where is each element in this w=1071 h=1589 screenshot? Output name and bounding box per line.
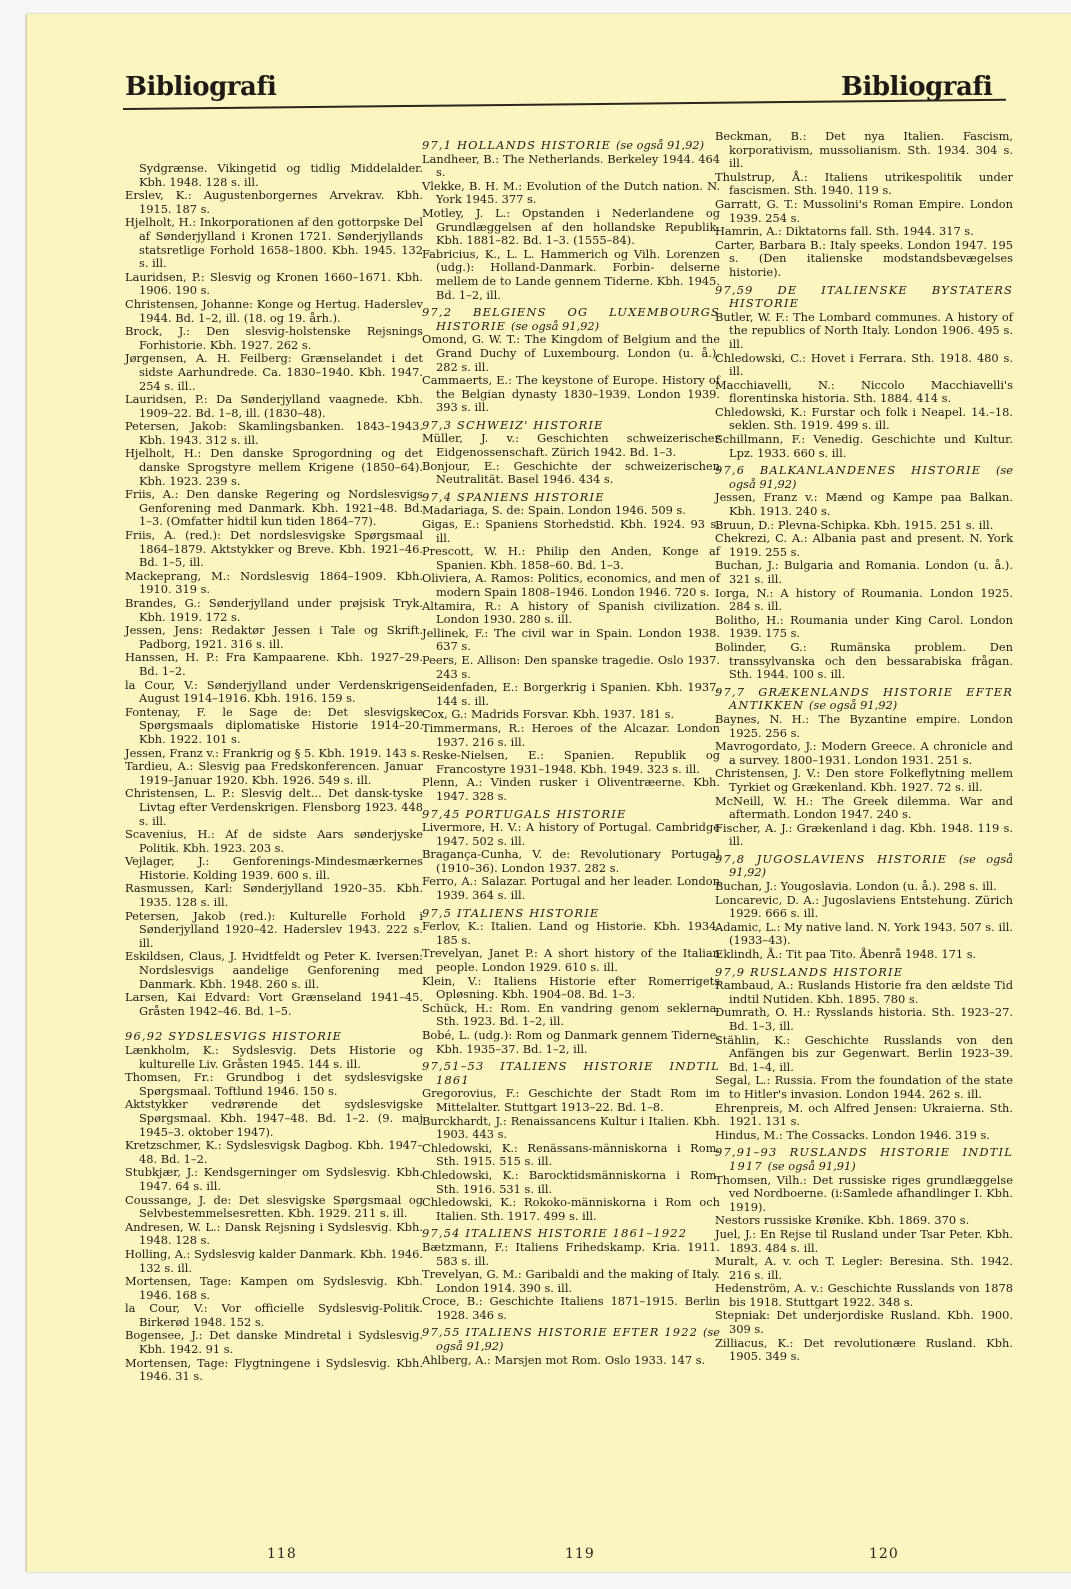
bibliography-entry: Stubkjær, J.: Kendsgerninger om Sydslesvig. Kbh. 1947. 64 s. ill. [125,1165,423,1193]
column-page-120 [715,130,1013,1364]
cross-reference: (se også 91,92) [615,138,705,152]
section-title: 97,55 ITALIENS HISTORIE EFTER 1922 [422,1325,699,1340]
bibliography-entry: Bragança-Cunha, V. de: Revolutionary Portugal (1910–36). London 1937. 282 s. [422,847,720,875]
bibliography-entry: Cox, G.: Madrids Forsvar. Kbh. 1937. 181 s. [422,707,675,722]
bibliography-entry: Chekrezi, C. A.: Albania past and present. N. York 1919. 255 s. [715,531,1013,559]
running-header-right: Bibliografi [841,72,993,102]
bibliography-entry: Jessen, Franz v.: Frankrig og § 5. Kbh. 1919. 143 s. [125,745,420,760]
bibliography-entry: Prescott, W. H.: Philip den Anden, Konge af Spanien. Kbh. 1858–60. Bd. 1–3. [422,544,720,572]
bibliography-entry: Eklindh, Å.: Tit paa Tito. Åbenrå 1948. 171 s. [715,947,977,962]
bibliography-entry: Ferlov, K.: Italien. Land og Historie. Kbh. 1934. 185 s. [422,919,720,947]
bibliography-entry: Friis, A.: Den danske Regering og Nordslesvigs Genforening med Danmark. Kbh. 1921–48. Bd. 1–3. (Omfatter hidtil kun tiden 1864–77). [125,487,423,529]
section-title: 97,59 DE ITALIENSKE BYSTATERS HISTORIE [715,282,1013,311]
bibliography-entry: Bogensee, J.: Det danske Mindretal i Sydslesvig. Kbh. 1942. 91 s. [125,1328,423,1357]
bibliography-entry: Tardieu, A.: Slesvig paa Fredskonferencen. Januar 1919–Januar 1920. Kbh. 1926. 549 s. ill. [125,759,423,787]
bibliography-entry: Plenn, A.: Vinden rusker i Oliventræerne. Kbh. 1947. 328 s. [422,775,720,803]
bibliography-entry: Garratt, G. T.: Mussolini's Roman Empire. London 1939. 254 s. [715,196,1013,225]
bibliography-entry: Zilliacus, K.: Det revolutionære Rusland. Kbh. 1905. 349 s. [715,1335,1013,1364]
bibliography-entry: Hanssen, H. P.: Fra Kampaarene. Kbh. 1927–29. Bd. 1–2. [125,650,423,678]
bibliography-entry: Mortensen, Tage: Flygtningene i Sydslesvig. Kbh. 1946. 31 s. [125,1355,423,1384]
section-title: 97,91–93 RUSLANDS HISTORIE INDTIL 1917 [715,1145,1013,1173]
bibliography-entry: Erslev, K.: Augustenborgernes Arvekrav. Kbh. 1915. 187 s. [125,188,423,216]
bibliography-entry: Gregorovius, F.: Geschichte der Stadt Rom im Mittelalter. Stuttgart 1913–22. Bd. 1–8. [422,1086,720,1114]
bibliography-entry: Christensen, Johanne: Konge og Hertug. Haderslev 1944. Bd. 1–2, ill. (18. og 19. årh.). [125,296,423,325]
bibliography-entry: Madariaga, S. de: Spain. London 1946. 509 s. [422,503,686,518]
bibliography-entry: Holling, A.: Sydslesvig kalder Danmark. Kbh. 1946. 132 s. ill. [125,1246,423,1275]
bibliography-entry: Dumrath, O. H.: Rysslands historia. Sth. 1923–27. Bd. 1–3, ill. [715,1005,1013,1033]
section-title: 97,3 SCHWEIZ' HISTORIE [422,417,604,432]
cross-reference: (se også 91,92) [809,698,898,713]
bibliography-entry: Bætzmann, F.: Italiens Frihedskamp. Kria. 1911. 583 s. ill. [422,1239,720,1268]
bibliography-entry: Petersen, Jakob: Skamlingsbanken. 1843–1943. Kbh. 1943. 312 s. ill. [125,419,423,447]
section-title: 97,9 RUSLANDS HISTORIE [715,964,904,979]
bibliography-entry: Reske-Nielsen, E.: Spanien. Republik og Francostyre 1931–1948. Kbh. 1949. 323 s. ill. [422,748,720,776]
bibliography-entry: Müller, J. v.: Geschichten schweizerischer Eidgenossenschaft. Zürich 1942. Bd. 1–3. [422,431,720,460]
bibliography-entry: Timmermans, R.: Heroes of the Alcazar. London 1937. 216 s. ill. [422,720,720,749]
bibliography-entry: Vlekke, B. H. M.: Evolution of the Dutch nation. N. York 1945. 377 s. [422,178,720,207]
section-heading [422,419,720,433]
bibliography-entry: Hjelholt, H.: Inkorporationen af den gottorpske Del af Sønderjylland i Kronen 1721. Sønderjyllands statsretlige Forhold 1658–1800. Kbh. 1945. 132 s. ill. [125,215,423,271]
bibliography-entry: Eskildsen, Claus, J. Hvidtfeldt og Peter K. Iversen: Nordslesvigs aandelige Genforening med Danmark. Kbh. 1948. 260 s. ill. [125,949,423,991]
bibliography-entry: Jørgensen, A. H. Feilberg: Grænselandet i det sidste Aarhundrede. Ca. 1830–1940. Kbh. 1947. 254 s. ill.. [125,351,423,393]
section-title: 97,7 GRÆKENLANDS HISTORIE EFTER ANTIKKEN [715,684,1013,713]
bibliography-entry: Rambaud, A.: Ruslands Historie fra den ældste Tid indtil Nutiden. Kbh. 1895. 780 s. [715,978,1013,1006]
bibliography-entry: Bruun, D.: Plevna-Schipka. Kbh. 1915. 251 s. ill. [715,517,994,532]
bibliography-entry: Mackeprang, M.: Nordslesvig 1864–1909. Kbh. 1910. 319 s. [125,568,423,597]
bibliography-entry: Fischer, A. J.: Grækenland i dag. Kbh. 1948. 119 s. ill. [715,820,1013,849]
bibliography-entry: Ferro, A.: Salazar. Portugal and her leader. London 1939. 364 s. ill. [422,874,720,903]
bibliography-entry: Bolinder, G.: Rumänska problem. Den transsylvanska och den bessarabiska frågan. Sth. 1944. 100 s. ill. [715,639,1013,682]
bibliography-entry: Carter, Barbara B.: Italy speeks. London 1947. 195 s. (Den italienske modstandsbevægelses historie). [715,237,1013,279]
bibliography-entry: Lænkholm, K.: Sydslesvig. Dets Historie og kulturelle Liv. Gråsten 1945. 144 s. ill. [125,1043,423,1071]
bibliography-entry: Brandes, G.: Sønderjylland under prøjsisk Tryk. Kbh. 1919. 172 s. [125,596,423,624]
bibliography-entry: Ehrenpreis, M. och Alfred Jensen: Ukraierna. Sth. 1921. 131 s. [715,1100,1013,1129]
bibliography-entry: Trevelyan, G. M.: Garibaldi and the making of Italy. London 1914. 390 s. ill. [422,1267,720,1295]
section-title: 97,2 BELGIENS OG LUXEMBOURGS HISTORIE [422,305,720,333]
section-heading [422,808,720,822]
bibliography-entry: Bolitho, H.: Roumania under King Carol. London 1939. 175 s. [715,612,1013,641]
bibliography-entry: Beckman, B.: Det nya Italien. Fascism, korporativism, mussolianism. Sth. 1934. 304 s. ill. [715,129,1013,171]
bibliography-entry: Klein, V.: Italiens Historie efter Romerrigets Opløsning. Kbh. 1904–08. Bd. 1–3. [422,973,720,1002]
bibliography-entry: Altamira, R.: A history of Spanish civilization. London 1930. 280 s. ill. [422,598,720,627]
bibliography-entry: Fontenay, F. le Sage de: Det slesvigske Spørgsmaals diplomatiske Historie 1914–20. Kbh. 1922. 101 s. [125,704,423,746]
section-heading [422,1060,720,1087]
bibliography-entry: Hedenström, A. v.: Geschichte Russlands von 1878 bis 1918. Stuttgart 1922. 348 s. [715,1281,1013,1309]
bibliography-entry: Motley, J. L.: Opstanden i Nederlandene og Grundlæggelsen af den hollandske Republik. Kbh. 1881–82. Bd. 1–3. (1555–84). [422,205,720,248]
bibliography-entry: Vejlager, J.: Genforenings-Mindesmærkernes Historie. Kolding 1939. 600 s. ill. [125,854,423,882]
bibliography-entry: Burckhardt, J.: Renaissancens Kultur i Italien. Kbh. 1903. 443 s. [422,1113,720,1142]
bibliography-entry: Stählin, K.: Geschichte Russlands von den Anfängen bis zur Gegenwart. Berlin 1923–39. Bd. 1–4, ill. [715,1032,1013,1074]
section-heading [715,1146,1013,1173]
bibliography-entry: Thomsen, Vilh.: Det russiske riges grundlæggelse ved Nordboerne. (i:Samlede afhandlinger I. Kbh. 1919). [715,1172,1013,1214]
bibliography-entry: Hindus, M.: The Cossacks. London 1946. 319 s. [715,1127,991,1142]
section-title: 97,6 BALKANLANDENES HISTORIE [715,463,982,478]
bibliography-entry: Fabricius, K., L. L. Hammerich og Vilh. Lorenzen (udg.): Holland-Danmark. Forbin- delserne mellem de to Lande gennem Tiderne. Kbh. 1945. Bd. 1–2, ill. [422,246,720,302]
bibliography-entry: Gigas, E.: Spaniens Storhedstid. Kbh. 1924. 93 s. ill. [422,517,720,545]
cross-reference: (se også 91,92) [511,318,600,333]
bibliography-entry: Andresen, W. L.: Dansk Rejsning i Sydslesvig. Kbh. 1948. 128 s. [125,1219,423,1248]
bibliography-entry: Omond, G. W. T.: The Kingdom of Belgium and the Grand Duchy of Luxembourg. London (u. å.). 282 s. ill. [422,332,720,374]
section-heading [422,139,720,153]
section-heading [422,306,720,333]
section-heading [715,464,1013,491]
section-title: 96,92 SYDSLESVIGS HISTORIE [125,1029,343,1044]
section-title: 97,45 PORTUGALS HISTORIE [422,806,627,821]
bibliography-entry: Hjelholt, H.: Den danske Sprogordning og det danske Sprogstyre mellem Krigene (1850–64). Kbh. 1923. 239 s. [125,446,423,488]
bibliography-entry: Seidenfaden, E.: Borgerkrig i Spanien. Kbh. 1937. 144 s. ill. [422,680,720,708]
cross-reference: (se også 91,91) [767,1158,856,1173]
section-title: 97,5 ITALIENS HISTORIE [422,905,600,920]
bibliography-entry: Larsen, Kai Edvard: Vort Grænseland 1941–45. Gråsten 1942–46. Bd. 1–5. [125,990,423,1018]
bibliography-entry: Landheer, B.: The Netherlands. Berkeley 1944. 464 s. [422,151,720,180]
bibliography-entry: Jessen, Jens: Redaktør Jessen i Tale og Skrift. Padborg, 1921. 316 s. ill. [125,623,423,651]
bibliography-entry: McNeill, W. H.: The Greek dilemma. War and aftermath. London 1947. 240 s. [715,793,1013,822]
bibliography-entry: Oliviera, A. Ramos: Politics, economics, and men of modern Spain 1808–1946. London 1946. 720 s. [422,571,720,599]
bibliography-entry: Stepniak: Det underjordiske Rusland. Kbh. 1900. 309 s. [715,1308,1013,1337]
bibliography-entry: Muralt, A. v. och T. Legler: Beresina. Sth. 1942. 216 s. ill. [715,1254,1013,1282]
section-heading [715,966,1013,980]
bibliography-entry: Juel, J.: En Rejse til Rusland under Tsar Peter. Kbh. 1893. 484 s. ill. [715,1226,1013,1255]
bibliography-entry: Trevelyan, Janet P.: A short history of the Italian people. London 1929. 610 s. ill. [422,946,720,975]
bibliography-entry: Scavenius, H.: Af de sidste Aars sønderjyske Politik. Kbh. 1923. 203 s. [125,827,423,855]
bibliography-entry: Macchiavelli, N.: Niccolo Macchiavelli's florentinska historia. Sth. 1884. 414 s. [715,377,1013,406]
section-title: 97,54 ITALIENS HISTORIE 1861–1922 [422,1226,688,1241]
bibliography-entry: la Cour, V.: Sønderjylland under Verdenskrigen August 1914–1916. Kbh. 1916. 159 s. [125,677,423,706]
bibliography-entry: Livermore, H. V.: A history of Portugal. Cambridge 1947. 502 s. ill. [422,820,720,848]
running-header-left: Bibliografi [125,72,277,102]
bibliography-entry: la Cour, V.: Vor officielle Sydslesvig-Politik. Birkerød 1948. 152 s. [125,1301,423,1329]
bibliography-entry: Bobé, L. (udg.): Rom og Danmark gennem Tiderne. Kbh. 1935–37. Bd. 1–2, ill. [422,1028,720,1056]
section-title: 97,8 JUGOSLAVIENS HISTORIE [715,851,948,866]
section-title: 97,4 SPANIENS HISTORIE [422,489,605,504]
bibliography-entry: Mortensen, Tage: Kampen om Sydslesvig. Kbh. 1946. 168 s. [125,1274,423,1302]
bibliography-entry: Schück, H.: Rom. En vandring genom seklerna. Sth. 1923. Bd. 1–2, ill. [422,1000,720,1029]
page-number-119: 119 [565,1546,595,1562]
bibliography-entry: Chledowski, C.: Hovet i Ferrara. Sth. 1918. 480 s. ill. [715,350,1013,379]
bibliography-entry: Bonjour, E.: Geschichte der schweizerischen Neutralität. Basel 1946. 434 s. [422,458,720,487]
bibliography-entry: Schillmann, F.: Venedig. Geschichte und Kultur. Lpz. 1933. 660 s. ill. [715,432,1013,460]
bibliography-entry: Croce, B.: Geschichte Italiens 1871–1915. Berlin 1928. 346 s. [422,1294,720,1322]
bibliography-entry: Coussange, J. de: Det slesvigske Spørgsmaal og Selvbestemmelsesretten. Kbh. 1929. 211 s. ill. [125,1192,423,1221]
page-number-118: 118 [267,1546,297,1562]
bibliography-entry: Nestors russiske Krønike. Kbh. 1869. 370 s. [715,1213,970,1228]
section-title: 97,51–53 ITALIENS HISTORIE INDTIL 1861 [422,1059,720,1087]
bibliography-entry: Christensen, L. P.: Slesvig delt... Det dansk-tyske Livtag efter Verdenskrigen. Flensborg 1923. 448 s. ill. [125,786,423,828]
bibliography-entry: Chledowski, K.: Rokoko-människorna i Rom och Italien. Sth. 1917. 499 s. ill. [422,1195,720,1223]
bibliography-entry: Hamrin, A.: Diktatorns fall. Sth. 1944. 317 s. [715,224,974,239]
bibliography-entry: Chledowski, K.: Furstar och folk i Neapel. 14.–18. seklen. Sth. 1919. 499 s. ill. [715,404,1013,433]
section-heading [715,686,1013,713]
page-number-120: 120 [869,1546,899,1562]
section-heading [125,1030,423,1044]
column-page-118 [125,162,423,1384]
bibliography-entry: Thomsen, Fr.: Grundbog i det sydslesvigske Spørgsmaal. Toftlund 1946. 150 s. [125,1070,423,1098]
spacer [125,1018,423,1026]
cross-reference: (se også 91,92) [729,463,1013,491]
section-heading [422,907,720,921]
bibliography-entry: Ahlberg, A.: Marsjen mot Rom. Oslo 1933. 147 s. [422,1352,706,1367]
bibliography-entry: Petersen, Jakob (red.): Kulturelle Forhold i Sønderjylland 1920–42. Haderslev 1943. 222 s. ill. [125,908,423,950]
bibliography-entry: Sydgrænse. Vikingetid og tidlig Middelalder. Kbh. 1948. 128 s. ill. [139,161,423,189]
section-heading [422,491,720,505]
bibliography-entry: Chledowski, K.: Barocktidsmänniskorna i Rom. Sth. 1916. 531 s. ill. [422,1167,720,1196]
bibliography-entry: Thulstrup, Å.: Italiens utrikespolitik under fascismen. Sth. 1940. 119 s. [715,169,1013,198]
section-heading [422,1227,720,1241]
bibliography-entry: Adamic, L.: My native land. N. York 1943. 507 s. ill. (1933–43). [715,919,1013,948]
bibliography-entry: Friis, A. (red.): Det nordslesvigske Spørgsmaal 1864–1879. Aktstykker og Breve. Kbh. 1921–46. Bd. 1–5, ill. [125,528,423,570]
cross-reference: (se også 91,92) [729,851,1014,880]
bibliography-entry: Brock, J.: Den slesvig-holstenske Rejsnings Forhistorie. Kbh. 1927. 262 s. [125,324,423,352]
bibliography-entry: Christensen, J. V.: Den store Folkeflytning mellem Tyrkiet og Grækenland. Kbh. 1927. 72 s. ill. [715,766,1013,794]
bibliography-entry: Loncarevic, D. A.: Jugoslaviens Entstehung. Zürich 1929. 666 s. ill. [715,892,1013,921]
bibliography-entry: Jessen, Franz v.: Mænd og Kampe paa Balkan. Kbh. 1913. 240 s. [715,490,1013,519]
bibliography-entry: Iorga, N.: A history of Roumania. London 1925. 284 s. ill. [715,585,1013,614]
bibliography-entry: Baynes, N. H.: The Byzantine empire. London 1925. 256 s. [715,711,1013,740]
bibliography-entry: Butler, W. F.: The Lombard communes. A history of the republics of North Italy. London 1906. 495 s. ill. [715,309,1013,351]
bibliography-entry: Peers, E. Allison: Den spanske tragedie. Oslo 1937. 243 s. [422,652,720,681]
bibliography-entry: Kretzschmer, K.: Sydslesvigsk Dagbog. Kbh. 1947–48. Bd. 1–2. [125,1138,423,1166]
bibliography-entry: Chledowski, K.: Renässans-människorna i Rom. Sth. 1915. 515 s. ill. [422,1140,720,1169]
cross-reference: (se også 91,92) [436,1325,721,1354]
bibliography-entry: Cammaerts, E.: The keystone of Europe. History of the Belgian dynasty 1830–1939. London 1939. 393 s. ill. [422,373,720,415]
column-page-119 [422,135,720,1367]
section-heading [715,284,1013,311]
bibliography-entry: Buchan, J.: Yougoslavia. London (u. å.). 298 s. ill. [715,879,997,894]
bibliography-entry: Mavrogordato, J.: Modern Greece. A chronicle and a survey. 1800–1931. London 1931. 251 s. [715,739,1013,767]
section-heading [715,853,1013,880]
bibliography-entry: Aktstykker vedrørende det sydslesvigske Spørgsmaal. Kbh. 1947–48. Bd. 1–2. (9. maj 1945–3. oktober 1947). [125,1097,423,1139]
section-heading [422,1326,720,1353]
scanned-page [26,14,1071,1572]
bibliography-entry: Segal, L.: Russia. From the foundation of the state to Hitler's invasion. London 1944. 262 s. ill. [715,1073,1013,1101]
bibliography-entry: Lauridsen, P.: Slesvig og Kronen 1660–1671. Kbh. 1906. 190 s. [125,269,423,298]
section-title: 97,1 HOLLANDS HISTORIE [422,138,612,152]
bibliography-entry: Buchan, J.: Bulgaria and Romania. London (u. å.). 321 s. ill. [715,558,1013,586]
bibliography-entry: Rasmussen, Karl: Sønderjylland 1920–35. Kbh. 1935. 128 s. ill. [125,881,423,910]
bibliography-entry: Lauridsen, P.: Da Sønderjylland vaagnede. Kbh. 1909–22. Bd. 1–8, ill. (1830–48). [125,392,423,420]
bibliography-entry: Jellinek, F.: The civil war in Spain. London 1938. 637 s. [422,625,720,654]
